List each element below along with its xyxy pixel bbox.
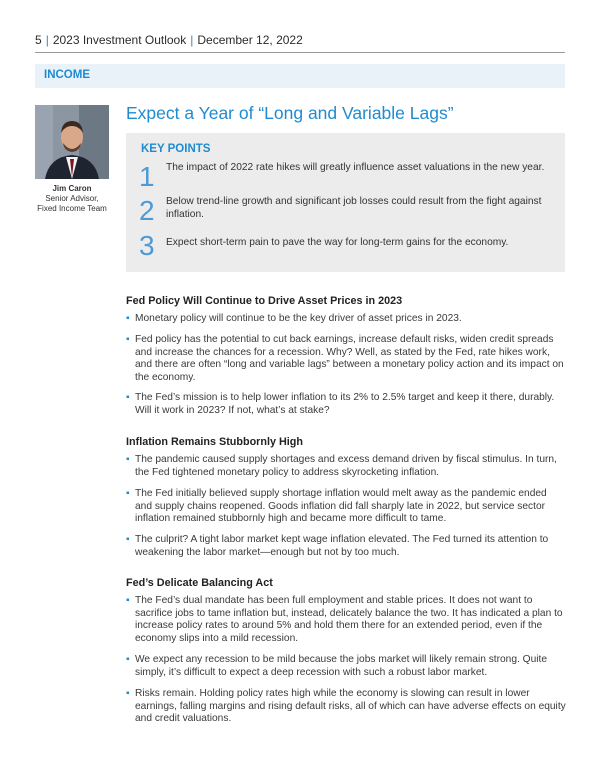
- bullet-item: [126, 595, 566, 645]
- bullet-text: We expect any recession to be mild because the jobs market will likely remain strong. Quite simply, it’s difficult to expect a deep recession with such a robust labor market.: [135, 654, 548, 678]
- bullet-icon: ▪: [126, 392, 130, 403]
- bullet-icon: ▪: [126, 534, 130, 545]
- bullet-icon: ▪: [126, 688, 130, 699]
- section-label-bar: [35, 64, 565, 88]
- bullet-item: [126, 688, 566, 726]
- bullet-icon: ▪: [126, 313, 130, 324]
- key-point-text: Expect short-term pain to pave the way for long-term gains for the economy.: [166, 237, 509, 248]
- bullet-icon: ▪: [126, 334, 130, 345]
- document-title: 2023 Investment Outlook: [52, 33, 187, 47]
- bullet-item: [126, 534, 566, 559]
- bullet-text: Risks remain. Holding policy rates high while the economy is slowing can result in lower earnings, falling margins and rising default risks, all of which can have adverse effects on equity and credit valuations.: [135, 688, 566, 725]
- bullet-text: Monetary policy will continue to be the key driver of asset prices in 2023.: [135, 313, 462, 324]
- bullet-icon: ▪: [126, 654, 130, 665]
- bullet-item: [126, 334, 566, 384]
- bullet-text: The culprit? A tight labor market kept wage inflation elevated. The Fed turned its attention to weakening the labor market—enough but not by too much.: [135, 534, 549, 558]
- bullet-icon: ▪: [126, 595, 130, 606]
- bullet-item: [126, 654, 566, 679]
- author-team: Fixed Income Team: [37, 204, 107, 213]
- key-point-number: 3: [139, 230, 155, 261]
- key-points-heading: KEY POINTS: [141, 143, 211, 155]
- bullet-text: The pandemic caused supply shortages and excess demand driven by fiscal stimulus. In turn, the Fed tightened monetary policy to address skyrocketing inflation.: [135, 454, 557, 478]
- document-date: December 12, 2022: [197, 33, 303, 47]
- bullet-text: The Fed initially believed supply shortage inflation would melt away as the pandemic ended and supply chains reopened. Goods inflation did fall sharply late in 2022, but service sector inflation remained stubbornly high and became more difficult to tame.: [135, 488, 547, 525]
- bullet-text: The Fed’s mission is to help lower inflation to its 2% to 2.5% target and keep it there, durably. Will it work in 2023? If not, what’s at stake?: [135, 392, 555, 416]
- author-caption: [25, 184, 119, 214]
- page-number: 5: [35, 33, 42, 47]
- section-heading: Fed’s Delicate Balancing Act: [126, 577, 273, 589]
- key-point-number: 2: [139, 195, 155, 226]
- author-role: Senior Advisor,: [45, 194, 99, 203]
- key-point-text: The impact of 2022 rate hikes will greatly influence asset valuations in the new year.: [166, 162, 545, 173]
- bullet-text: The Fed’s dual mandate has been full employment and stable prices. It does not want to sacrifice jobs to tame inflation but, instead, delicately balance the two. It has indicated a plan to increase policy rates to around 5% and hold them there for an extended period, even if the economy slips into a mild recession.: [135, 595, 563, 644]
- section-heading: Inflation Remains Stubbornly High: [126, 436, 303, 448]
- author-name: Jim Caron: [52, 184, 92, 193]
- article-title: Expect a Year of “Long and Variable Lags”: [126, 103, 454, 123]
- bullet-item: [126, 313, 566, 326]
- section-heading: Fed Policy Will Continue to Drive Asset Prices in 2023: [126, 295, 403, 307]
- bullet-icon: ▪: [126, 488, 130, 499]
- author-photo: [35, 105, 109, 179]
- bullet-item: [126, 454, 566, 479]
- page-header: 5 | 2023 Investment Outlook | December 12, 2022: [35, 33, 303, 47]
- key-points-box: [126, 133, 565, 272]
- header-divider: [35, 52, 565, 53]
- bullet-icon: ▪: [126, 454, 130, 465]
- bullet-item: [126, 488, 566, 526]
- bullet-item: [126, 392, 566, 417]
- key-point-number: 1: [139, 161, 155, 192]
- bullet-text: Fed policy has the potential to cut back earnings, increase default risks, widen credit spreads and increase the chances for a recession. Why? Well, as stated by the Fed, rate hikes work, and there are often “long and variable lags” between a monetary policy action and its impact on the economy.: [135, 334, 564, 383]
- section-label: INCOME: [44, 69, 90, 81]
- key-point-text: Below trend-line growth and significant job losses could result from the fight against inflation.: [166, 196, 542, 220]
